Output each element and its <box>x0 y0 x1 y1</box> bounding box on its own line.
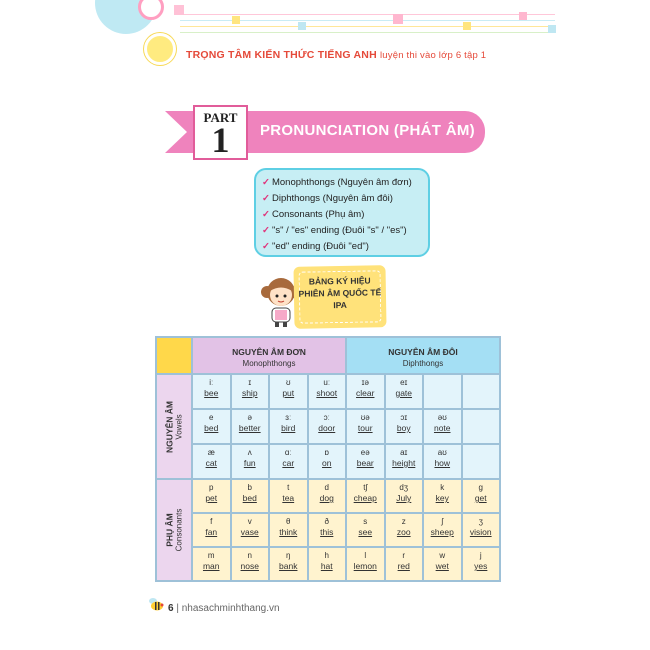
ipa-symbol: ɜː <box>285 413 292 422</box>
ipa-symbol: e <box>209 413 214 422</box>
example-word: hat <box>320 561 333 571</box>
consonant-row <box>156 479 500 513</box>
ipa-symbol: aʊ <box>437 448 447 457</box>
example-word: better <box>238 423 261 433</box>
ipa-symbol: ɔː <box>323 413 330 422</box>
topic-item: ✓ Consonants (Phụ âm) <box>262 209 365 220</box>
vowel-cell <box>308 374 347 409</box>
monophthongs-header <box>192 337 346 374</box>
vowel-row <box>156 374 500 409</box>
bee-icon <box>148 597 164 611</box>
table-corner <box>156 337 192 374</box>
part-label: PART <box>203 110 238 125</box>
vowel-cell <box>192 409 231 444</box>
ipa-symbol: h <box>324 551 329 560</box>
ipa-symbol: t <box>287 483 290 492</box>
decor-square <box>232 16 240 24</box>
example-word: cat <box>205 458 217 468</box>
sticker-line: PHIÊN ÂM QUỐC TẾ <box>298 287 382 299</box>
example-word: vase <box>240 527 259 537</box>
sticker-text <box>294 274 387 312</box>
vowel-cell <box>192 374 231 409</box>
vowel-cell <box>423 374 462 409</box>
check-icon: ✓ <box>262 193 270 204</box>
topics-box <box>254 168 430 257</box>
vowel-cell <box>231 444 270 479</box>
diphthongs-subtitle: Diphthongs <box>402 359 444 368</box>
example-word: vision <box>469 527 492 537</box>
ipa-symbol: ŋ <box>286 551 291 560</box>
example-word: cheap <box>353 493 377 503</box>
example-word: this <box>320 527 334 537</box>
example-word: bear <box>356 458 374 468</box>
decor-square <box>548 25 556 33</box>
vowel-cell <box>423 409 462 444</box>
ipa-symbol: ɒ <box>324 448 329 457</box>
decor-square <box>298 22 306 30</box>
example-word: put <box>282 388 295 398</box>
vowels-label: NGUYÊN ÂM Vowels <box>164 400 184 453</box>
vowel-cell <box>423 444 462 479</box>
ipa-symbol: iː <box>209 378 214 387</box>
header-title <box>186 49 486 61</box>
example-word: boy <box>396 423 411 433</box>
example-word: tour <box>357 423 373 433</box>
ipa-symbol: ɪ <box>248 378 252 387</box>
example-word: see <box>358 527 373 537</box>
ipa-symbol: ʒ <box>478 517 483 526</box>
example-word: fan <box>205 527 218 537</box>
part-number: 1 <box>211 120 230 160</box>
vowel-cell <box>269 374 308 409</box>
footer <box>168 603 280 614</box>
example-word: get <box>474 493 487 503</box>
vowel-cell <box>462 444 501 479</box>
ipa-symbol: əʊ <box>437 413 447 422</box>
vowel-cell <box>346 409 385 444</box>
decor-square <box>463 22 471 30</box>
ipa-symbol: ʌ <box>247 448 252 457</box>
consonant-cell <box>385 479 424 513</box>
example-word: man <box>202 561 220 571</box>
consonant-cell <box>385 513 424 547</box>
ipa-symbol: ɪə <box>361 378 369 387</box>
consonant-cell <box>308 479 347 513</box>
example-word: door <box>318 423 336 433</box>
banner-notch <box>165 111 187 153</box>
ipa-symbol: k <box>440 483 445 492</box>
example-word: clear <box>356 388 375 398</box>
ipa-symbol: w <box>439 551 446 560</box>
vowel-cell <box>269 409 308 444</box>
footer-site: nhasachminhthang.vn <box>181 603 280 614</box>
vowel-cell <box>346 444 385 479</box>
ipa-symbol: g <box>478 483 483 492</box>
vowel-cell <box>192 444 231 479</box>
monophthongs-title: NGUYÊN ÂM ĐƠN <box>232 347 306 357</box>
example-word: fun <box>243 458 256 468</box>
vowel-cell <box>385 374 424 409</box>
ipa-symbol: ʃ <box>441 517 444 526</box>
consonant-cell <box>462 479 501 513</box>
decor-line <box>180 14 555 15</box>
ipa-symbol: m <box>207 551 215 560</box>
ipa-symbol: dʒ <box>399 483 409 492</box>
consonants-side-header <box>156 479 192 581</box>
ipa-symbol: ʊə <box>360 413 370 422</box>
vowel-cell <box>308 409 347 444</box>
consonant-cell <box>308 547 347 581</box>
consonant-cell <box>423 479 462 513</box>
vowel-cell <box>308 444 347 479</box>
example-word: July <box>396 493 412 503</box>
consonant-cell <box>269 479 308 513</box>
example-word: bed <box>204 423 219 433</box>
part-title: PRONUNCIATION (PHÁT ÂM) <box>260 122 475 139</box>
consonant-row <box>156 547 500 581</box>
ipa-sticker <box>293 265 386 329</box>
diphthongs-title: NGUYÊN ÂM ĐÔI <box>388 347 458 357</box>
ipa-symbol: r <box>402 551 406 560</box>
example-word: gate <box>395 388 413 398</box>
consonant-cell <box>462 547 501 581</box>
vowel-cell <box>231 374 270 409</box>
ipa-symbol: eɪ <box>400 378 408 387</box>
example-word: dog <box>319 493 334 503</box>
example-word: sheep <box>430 527 454 537</box>
consonant-cell <box>192 547 231 581</box>
example-word: key <box>435 493 449 503</box>
ipa-symbol: ɔɪ <box>400 413 408 422</box>
footer-separator: | <box>176 603 182 614</box>
sticker-line: IPA <box>333 299 347 311</box>
decor-square <box>174 5 184 15</box>
decor-line <box>180 32 555 33</box>
example-word: shoot <box>316 388 338 398</box>
topic-item: ✓ Monophthongs (Nguyên âm đơn) <box>262 177 412 188</box>
consonant-cell <box>231 479 270 513</box>
consonant-cell <box>346 547 385 581</box>
page-number: 6 <box>168 603 174 614</box>
ipa-symbol: ə <box>247 413 252 422</box>
ipa-table <box>155 336 501 582</box>
sticker-line: BẢNG KÝ HIỆU <box>308 275 371 287</box>
monophthongs-subtitle: Monophthongs <box>242 359 296 368</box>
decor-circle-pink <box>138 0 164 20</box>
diphthongs-header <box>346 337 500 374</box>
example-word: ship <box>241 388 258 398</box>
ipa-symbol: b <box>247 483 252 492</box>
example-word: note <box>433 423 451 433</box>
example-word: red <box>397 561 410 571</box>
consonant-cell <box>231 547 270 581</box>
ipa-symbol: eə <box>360 448 370 457</box>
example-word: wet <box>435 561 449 571</box>
ipa-symbol: ʊ <box>285 378 291 387</box>
example-word: pet <box>205 493 218 503</box>
ipa-symbol: aɪ <box>400 448 408 457</box>
ipa-symbol: n <box>247 551 252 560</box>
vowel-cell <box>231 409 270 444</box>
example-word: lemon <box>353 561 377 571</box>
consonant-cell <box>231 513 270 547</box>
example-word: zoo <box>396 527 411 537</box>
consonant-cell <box>423 547 462 581</box>
ipa-symbol: æ <box>207 448 215 457</box>
example-word: how <box>434 458 451 468</box>
example-word: yes <box>474 561 488 571</box>
example-word: bank <box>279 561 298 571</box>
consonant-cell <box>308 513 347 547</box>
header-subtitle: luyện thi vào lớp 6 tập 1 <box>380 50 487 61</box>
topic-item: ✓ Diphthongs (Nguyên âm đôi) <box>262 193 393 204</box>
consonant-cell <box>269 547 308 581</box>
table-header-row <box>156 337 500 374</box>
consonant-cell <box>423 513 462 547</box>
vowel-cell <box>462 374 501 409</box>
ipa-symbol: p <box>209 483 214 492</box>
consonants-label: PHỤ ÂM Consonants <box>164 508 184 552</box>
ipa-symbol: l <box>364 551 367 560</box>
decor-square <box>519 12 527 20</box>
ipa-symbol: v <box>247 517 252 526</box>
consonant-cell <box>192 513 231 547</box>
consonant-cell <box>346 479 385 513</box>
example-word: car <box>282 458 295 468</box>
consonant-cell <box>346 513 385 547</box>
check-icon: ✓ <box>262 209 270 220</box>
vowel-cell <box>385 444 424 479</box>
check-icon: ✓ <box>262 177 270 188</box>
example-word: on <box>322 458 332 468</box>
vowels-side-header <box>156 374 192 479</box>
ipa-symbol: d <box>324 483 329 492</box>
vowel-cell <box>346 374 385 409</box>
vowel-cell <box>269 444 308 479</box>
decor-circle-yellow <box>144 33 176 65</box>
example-word: bee <box>204 388 219 398</box>
vowel-cell <box>385 409 424 444</box>
topic-item: ✓ "s" / "es" ending (Đuôi "s" / "es") <box>262 225 407 236</box>
vowel-row <box>156 409 500 444</box>
example-word: think <box>279 527 298 537</box>
topic-item: ✓ "ed" ending (Đuôi "ed") <box>262 241 369 252</box>
decor-square <box>393 14 403 24</box>
vowel-cell <box>462 409 501 444</box>
ipa-symbol: uː <box>323 378 331 387</box>
ipa-symbol: θ <box>286 517 291 526</box>
consonant-cell <box>269 513 308 547</box>
ipa-symbol: ð <box>324 517 329 526</box>
check-icon: ✓ <box>262 225 270 236</box>
consonant-cell <box>462 513 501 547</box>
header-title-main: TRỌNG TÂM KIẾN THỨC TIẾNG ANH <box>186 49 377 61</box>
ipa-symbol: ɑː <box>284 448 292 457</box>
ipa-symbol: f <box>210 517 213 526</box>
example-word: nose <box>240 561 259 571</box>
vowel-row <box>156 444 500 479</box>
ipa-symbol: s <box>363 517 368 526</box>
check-icon: ✓ <box>262 241 270 252</box>
ipa-symbol: tʃ <box>363 483 368 492</box>
example-word: bird <box>281 423 296 433</box>
ipa-symbol: z <box>401 517 406 526</box>
part-box <box>193 105 248 160</box>
decor-line <box>180 26 555 27</box>
example-word: tea <box>282 493 295 503</box>
example-word: bed <box>242 493 257 503</box>
example-word: height <box>392 458 416 468</box>
consonant-cell <box>385 547 424 581</box>
consonant-cell <box>192 479 231 513</box>
ipa-symbol: j <box>479 551 482 560</box>
consonant-row <box>156 513 500 547</box>
